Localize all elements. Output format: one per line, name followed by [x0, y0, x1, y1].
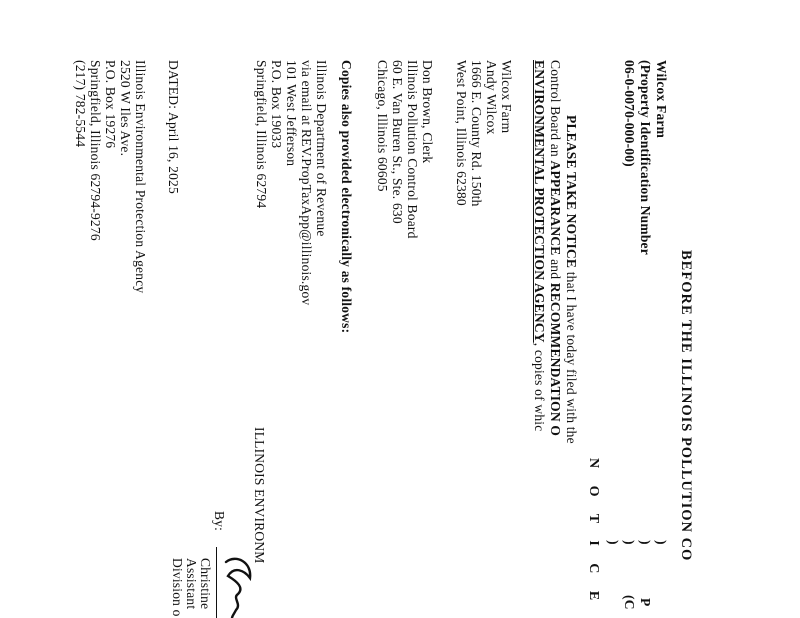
notice-text: Control Board an — [548, 60, 563, 161]
caption-bracket: ) — [606, 540, 621, 545]
caption-bracket: ) — [622, 540, 637, 545]
signature-by-label: By: — [212, 511, 227, 532]
notice-agency: ENVIRONMENTAL PROTECTION AGENCY — [532, 60, 547, 343]
signer-line: Division o — [170, 558, 185, 617]
signer-line: Assistant — [184, 558, 199, 610]
recipient-line: West Point, Illinois 62380 — [454, 60, 469, 206]
recipient-line: Illinois Pollution Control Board — [405, 60, 420, 239]
signature-line — [216, 547, 217, 618]
agency-phone: (217) 782-5544 — [73, 60, 88, 148]
notice-recommendation: RECOMMENDATION O — [548, 282, 563, 437]
notice-line-2 — [548, 60, 563, 436]
caption-right-letter: (C — [622, 595, 637, 610]
agency-address-line: P.O. Box 19276 — [103, 60, 118, 149]
notice-lead: PLEASE TAKE NOTICE — [564, 115, 579, 269]
recipient-line: Wilcox Farm — [499, 60, 514, 134]
recipient-line: 1666 E. County Rd. 150th — [469, 60, 484, 207]
caption-party: Wilcox Farm — [654, 60, 669, 139]
notice-appearance: APPEARANCE — [548, 160, 563, 256]
electronic-recipient-line: via email at REV.PropTaxApp@illinois.gov — [299, 60, 314, 306]
handwritten-signature — [222, 548, 256, 618]
notice-title: N O T I C E — [586, 458, 601, 608]
recipient-line: Don Brown, Clerk — [420, 60, 435, 164]
document-heading: BEFORE THE ILLINOIS POLLUTION CO — [678, 250, 694, 562]
notice-line-3 — [532, 60, 547, 431]
electronic-recipient-line: 101 West Jefferson — [284, 60, 299, 167]
dated-line: DATED: April 16, 2025 — [166, 60, 181, 194]
notice-text: that I have today filed with the — [564, 268, 579, 444]
electronic-recipient-line: P.O. Box 19033 — [269, 60, 284, 149]
agency-address-line: Illinois Environmental Protection Agency — [133, 60, 148, 294]
caption-pin-label: (Property Identification Number — [638, 60, 653, 255]
electronic-recipient-line: Illinois Department of Revenue — [314, 60, 329, 237]
recipient-line: 60 E. Van Buren St., Ste. 630 — [390, 60, 405, 224]
agency-signature-header: ILLINOIS ENVIRONM — [252, 427, 267, 564]
caption-bracket: ) — [654, 540, 669, 545]
caption-pin-value: 06-0-0070-000-00) — [622, 60, 637, 167]
caption-bracket: ) — [638, 540, 653, 545]
signer-line: Christine — [198, 558, 213, 610]
recipient-line: Chicago, Illinois 60605 — [375, 60, 390, 192]
electronic-copies-heading: Copies also provided electronically as follows: — [339, 60, 354, 334]
electronic-recipient-line: Springfield, Illinois 62794 — [254, 60, 269, 209]
agency-address-line: 2520 W Iles Ave. — [118, 60, 133, 157]
recipient-line: Andy Wilcox — [484, 60, 499, 135]
caption-right-letter: P — [638, 598, 653, 607]
notice-line-1 — [564, 115, 579, 444]
notice-text: and — [548, 255, 563, 283]
notice-text: , copies of whic — [532, 342, 547, 432]
agency-address-line: Springfield, Illinois 62794-9276 — [88, 60, 103, 241]
